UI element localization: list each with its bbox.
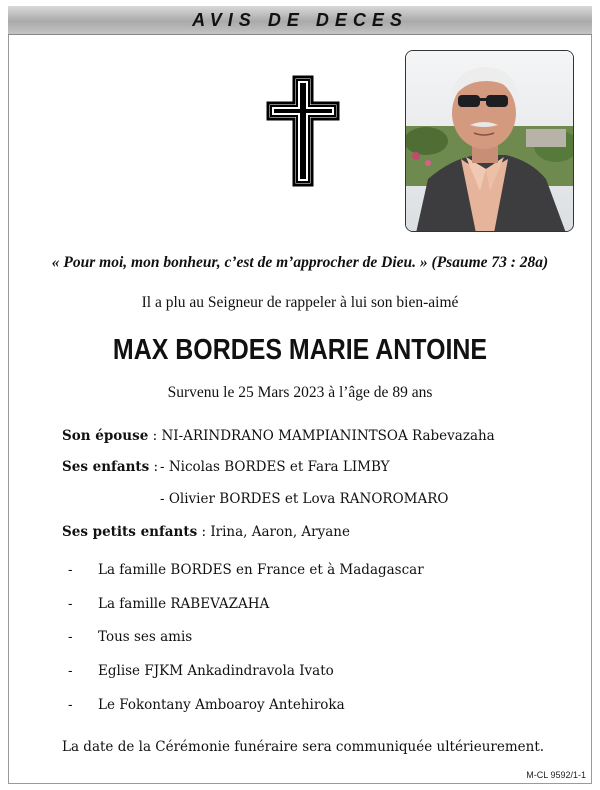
bible-quote: « Pour moi, mon bonheur, c’est de m’approcher de Dieu. » (Psaume 73 : 28a)	[51, 254, 549, 271]
list-item: La famille RABEVAZAHA	[98, 596, 270, 612]
intro-text: Il a plu au Seigneur de rappeler à lui son bien-aimé	[141, 294, 459, 311]
grandchildren-value: : Irina, Aaron, Aryane	[197, 524, 350, 540]
list-dash: -	[68, 596, 73, 612]
notice-header: AVIS DE DECES	[8, 6, 592, 35]
children-separator: :	[149, 459, 159, 475]
child-item: - Nicolas BORDES et Fara LIMBY	[160, 459, 390, 475]
children-label: Ses enfants	[62, 459, 150, 475]
spouse-value: : NI-ARINDRANO MAMPIANINTSOA Rabevazaha	[148, 428, 495, 444]
list-item: Tous ses amis	[98, 629, 193, 645]
death-date-text: Survenu le 25 Mars 2023 à l’âge de 89 ans	[167, 384, 433, 401]
reference-code: M-CL 9592/1-1	[526, 770, 586, 780]
list-dash: -	[68, 562, 73, 578]
children-row	[62, 459, 158, 475]
cross-icon	[266, 75, 340, 187]
spouse-label: Son épouse	[62, 428, 149, 444]
list-item: Le Fokontany Amboaroy Antehiroka	[98, 697, 345, 713]
list-dash: -	[68, 663, 73, 679]
deceased-name: MAX BORDES MARIE ANTOINE	[112, 334, 488, 366]
spouse-row	[62, 428, 495, 444]
list-item: La famille BORDES en France et à Madagascar	[98, 562, 424, 578]
portrait-photo	[405, 50, 574, 232]
list-dash: -	[68, 697, 73, 713]
list-dash: -	[68, 629, 73, 645]
list-item: Eglise FJKM Ankadindravola Ivato	[98, 663, 334, 679]
grandchildren-row	[62, 524, 350, 540]
grandchildren-label: Ses petits enfants	[62, 524, 198, 540]
child-item: - Olivier BORDES et Lova RANOROMARO	[160, 491, 449, 507]
closing-text: La date de la Cérémonie funéraire sera communiquée ultérieurement.	[62, 739, 545, 755]
